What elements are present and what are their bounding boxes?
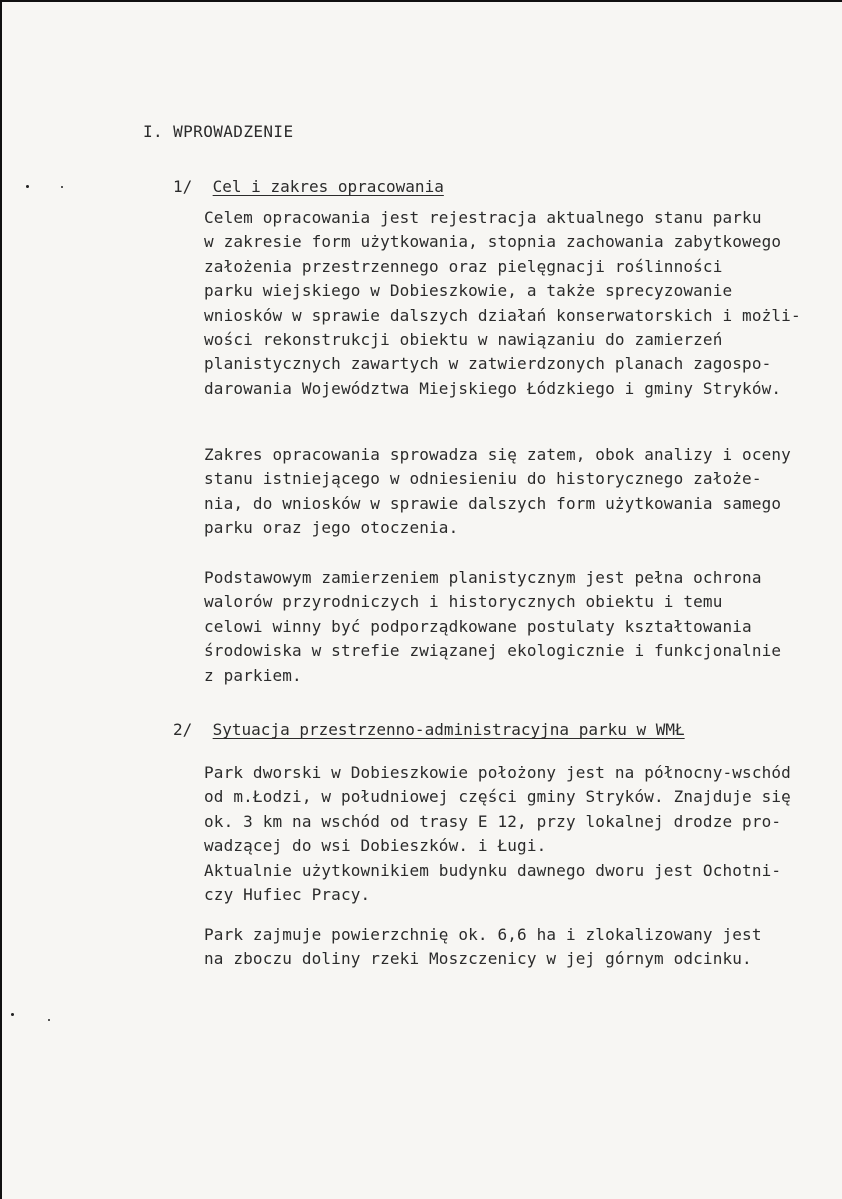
text-line: Aktualnie użytkownikiem budynku dawnego dworu jest Ochotni- — [204, 860, 782, 880]
scan-speck — [11, 1013, 14, 1016]
text-line: wadzącej do wsi Dobieszków. i Ługi. — [204, 836, 547, 856]
section-title: Cel i zakres opracowania — [212, 177, 444, 196]
text-line: wości rekonstrukcji obiektu w nawiązaniu do zamierzeń — [204, 329, 723, 349]
text-line: wniosków w sprawie dalszych działań konserwatorskich i możli- — [204, 305, 801, 325]
text-line: parku wiejskiego w Dobieszkowie, a także sprecyzowanie — [204, 281, 733, 301]
paragraph — [204, 206, 801, 401]
section-2-heading — [173, 720, 685, 739]
text-line: parku oraz jego otoczenia. — [204, 518, 459, 538]
text-line: walorów przyrodniczych i historycznych obiektu i temu — [204, 592, 723, 612]
chapter-title: I. WPROWADZENIE — [143, 122, 294, 141]
scan-speck — [61, 186, 63, 188]
text-line: Park zajmuje powierzchnię ok. 6,6 ha i zlokalizowany jest — [204, 925, 762, 944]
text-line: planistycznych zawartych w zatwierdzonych planach zagospo- — [204, 354, 772, 374]
text-line: od m.Łodzi, w południowej części gminy Stryków. Znajduje się — [204, 787, 791, 807]
paragraph — [204, 761, 791, 907]
section-number: 1/ — [173, 177, 193, 196]
scan-speck — [26, 185, 29, 188]
section-number: 2/ — [173, 720, 193, 739]
text-line: ok. 3 km na wschód od trasy E 12, przy lokalnej drodze pro- — [204, 811, 782, 831]
paragraph — [204, 443, 791, 541]
text-line: środowiska w strefie związanej ekologicznie i funkcjonalnie — [204, 641, 782, 661]
text-line: na zboczu doliny rzeki Moszczenicy w jej górnym odcinku. — [204, 949, 752, 969]
text-line: stanu istniejącego w odniesieniu do historycznego założe- — [204, 469, 762, 489]
text-line: darowania Województwa Miejskiego Łódzkiego i gminy Stryków. — [204, 378, 782, 398]
scan-speck — [48, 1019, 50, 1021]
paragraph — [204, 923, 762, 972]
section-1-heading — [173, 177, 444, 196]
text-line: czy Hufiec Pracy. — [204, 884, 371, 904]
text-line: Celem opracowania jest rejestracja aktualnego stanu parku — [204, 208, 762, 227]
text-line: Zakres opracowania sprowadza się zatem, obok analizy i oceny — [204, 445, 791, 464]
text-line: Park dworski w Dobieszkowie położony jest na północny-wschód — [204, 763, 791, 782]
text-line: z parkiem. — [204, 665, 302, 685]
paragraph — [204, 566, 781, 688]
text-line: założenia przestrzennego oraz pielęgnacji roślinności — [204, 256, 723, 276]
text-line: w zakresie form użytkowania, stopnia zachowania zabytkowego — [204, 232, 782, 252]
text-line: nia, do wniosków w sprawie dalszych form użytkowania samego — [204, 493, 782, 513]
section-title: Sytuacja przestrzenno-administracyjna parku w WMŁ — [212, 720, 685, 739]
text-line: Podstawowym zamierzeniem planistycznym jest pełna ochrona — [204, 568, 762, 587]
text-line: celowi winny być podporządkowane postulaty kształtowania — [204, 616, 752, 636]
